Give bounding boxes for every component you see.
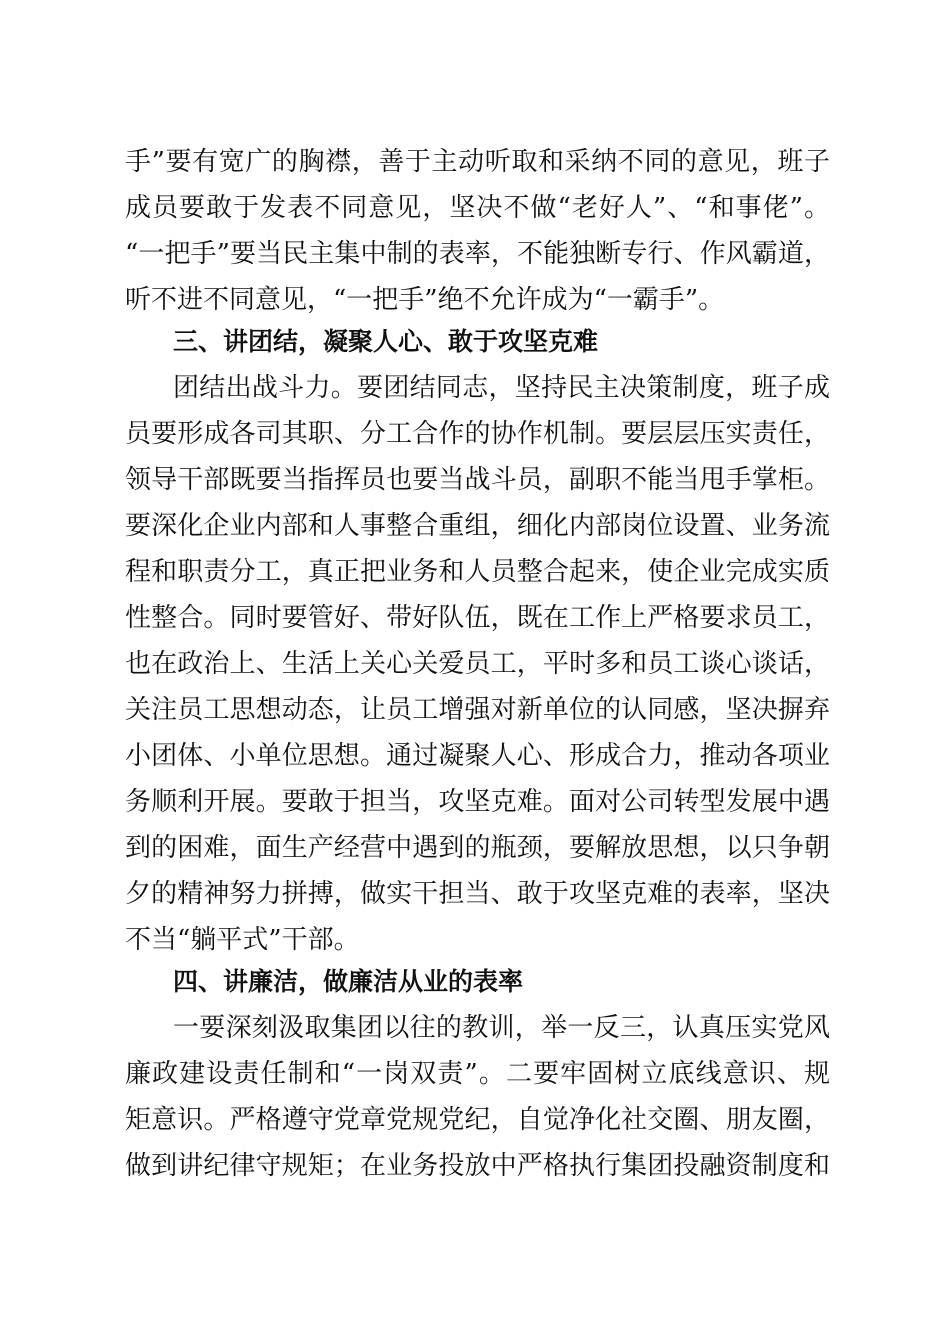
paragraph-line: 廉政建设责任制和“一岗双责”。二要牢固树立底线意识、规 [125,1059,830,1089]
paragraph-line: 务顺利开展。要敢于担当，攻坚克难。面对公司转型发展中遇 [125,787,830,817]
paragraph-line: 一要深刻汲取集团以往的教训，举一反三，认真压实党风 [173,1013,830,1043]
paragraph-line: 到的困难，面生产经营中遇到的瓶颈，要解放思想，以只争朝 [125,833,830,863]
paragraph-line: 要深化企业内部和人事整合重组，细化内部岗位设置、业务流 [125,511,830,541]
paragraph-line: 程和职责分工，真正把业务和人员整合起来，使企业完成实质 [125,557,830,587]
paragraph-line: 领导干部既要当指挥员也要当战斗员，副职不能当甩手掌柜。 [125,465,830,495]
section-heading-3: 三、讲团结，凝聚人心、敢于攻坚克难 [173,327,599,356]
paragraph-line: 矩意识。严格遵守党章党规党纪，自觉净化社交圈、朋友圈， [125,1105,830,1135]
paragraph-line: 听不进不同意见，“一把手”绝不允许成为“一霸手”。 [125,285,725,315]
paragraph-line: 成员要敢于发表不同意见，坚决不做“老好人”、“和事佬”。 [125,193,830,223]
section-heading-4: 四、讲廉洁，做廉洁从业的表率 [173,967,524,996]
paragraph-line: 员要形成各司其职、分工合作的协作机制。要层层压实责任， [125,419,830,449]
paragraph-line: 关注员工思想动态，让员工增强对新单位的认同感，坚决摒弃 [125,695,830,725]
paragraph-line: 团结出战斗力。要团结同志，坚持民主决策制度，班子成 [173,373,830,403]
paragraph-line: 也在政治上、生活上关心关爱员工，平时多和员工谈心谈话， [125,649,830,679]
paragraph-line: 性整合。同时要管好、带好队伍，既在工作上严格要求员工， [125,603,830,633]
paragraph-line: “一把手”要当民主集中制的表率，不能独断专行、作风霸道， [125,239,830,269]
paragraph-line: 不当“躺平式”干部。 [125,925,360,955]
paragraph-line: 做到讲纪律守规矩；在业务投放中严格执行集团投融资制度和 [125,1151,830,1181]
paragraph-line: 夕的精神努力拼搏，做实干担当、敢于攻坚克难的表率，坚决 [125,879,830,909]
paragraph-line: 手”要有宽广的胸襟，善于主动听取和采纳不同的意见，班子 [125,147,830,177]
paragraph-line: 小团体、小单位思想。通过凝聚人心、形成合力，推动各项业 [125,741,830,771]
